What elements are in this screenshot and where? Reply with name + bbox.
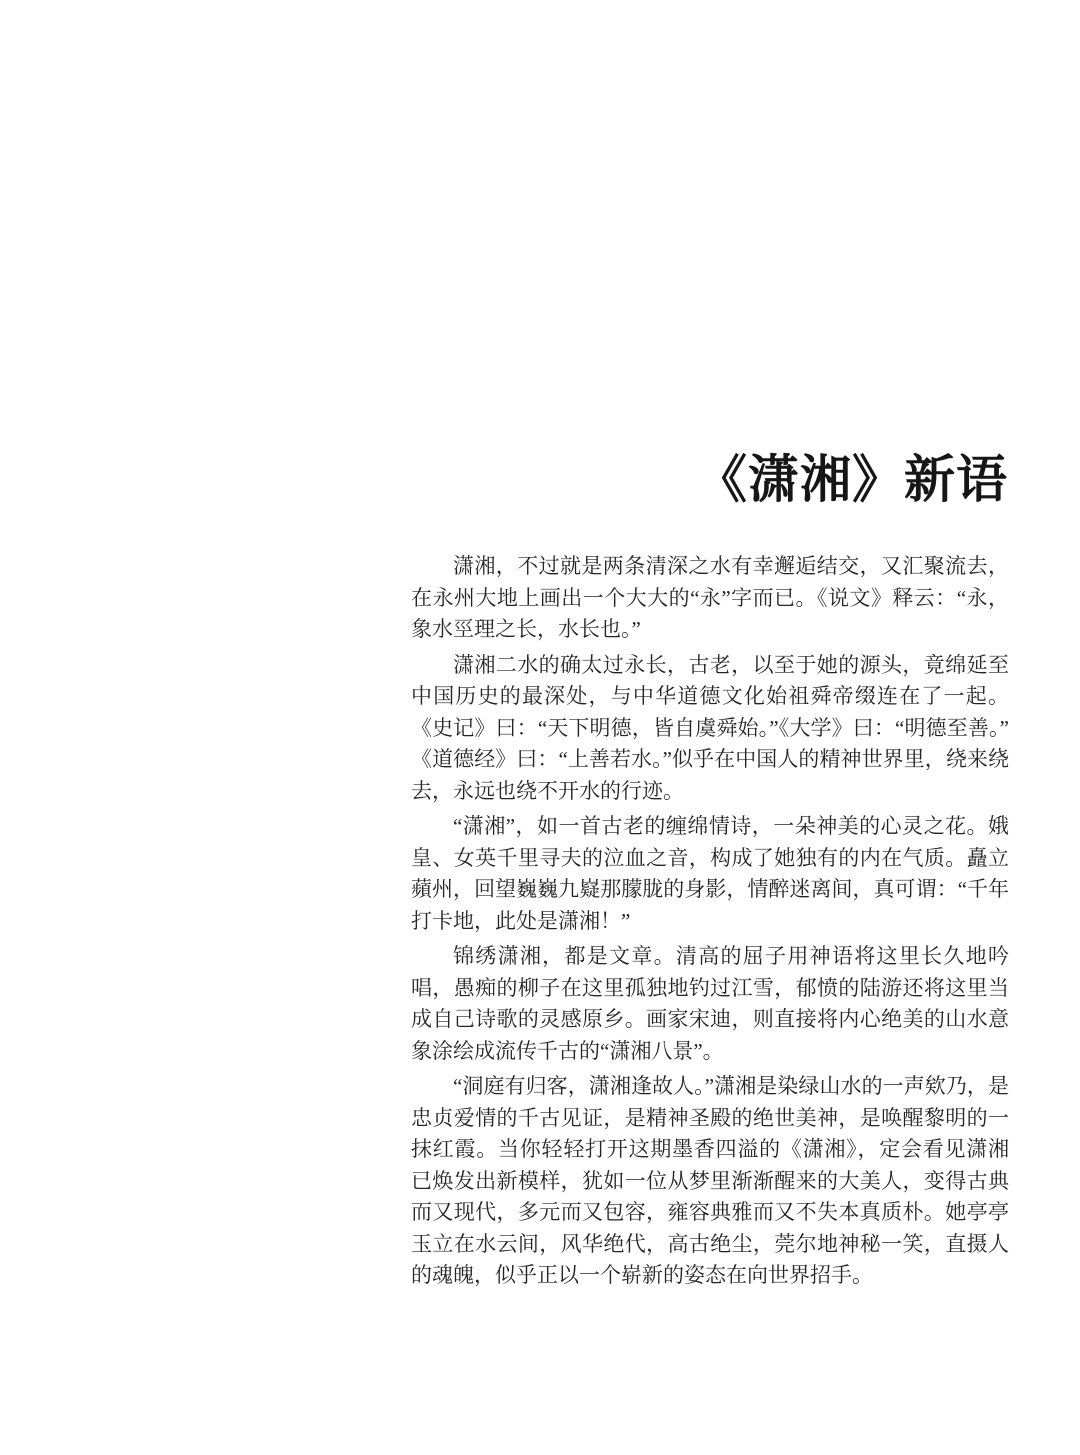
paragraph: 潇湘二水的确太过永长，古老，以至于她的源头，竟绵延至中国历史的最深处，与中华道德文化始祖舜帝缀连在了一起。《史记》曰：“天下明德，皆自虞舜始。”《大学》曰：“明德至善。”《道德经》曰：“上善若水。”似乎在中国人的精神世界里，绕来绕去，永远也绕不开水的行迹。 [411,652,1009,803]
paragraph: 潇湘，不过就是两条清深之水有幸邂逅结交，又汇聚流去，在永州大地上画出一个大大的“永”字而已。《说文》释云：“永，象水巠理之长，水长也。” [411,554,1009,641]
article-body [411,551,1009,1296]
paragraph: “洞庭有归客，潇湘逢故人。”潇湘是染绿山水的一声欸乃，是忠贞爱情的千古见证，是精神圣殿的绝世美神，是唤醒黎明的一抹红霞。当你轻轻打开这期墨香四溢的《潇湘》，定会看见潇湘已焕发出新模样，犹如一位从梦里渐渐醒来的大美人，变得古典而又现代，多元而又包容，雍容典雅而又不失本真质朴。她亭亭玉立在水云间，风华绝代，高古绝尘，莞尔地神秘一笑，直摄人的魂魄，似乎正以一个崭新的姿态在向世界招手。 [411,1074,1009,1287]
article-title: 《潇湘》新语 [695,451,1008,509]
paragraph: “潇湘”，如一首古老的缠绵情诗，一朵神美的心灵之花。娥皇、女英千里寻夫的泣血之音，构成了她独有的内在气质。矗立蘋州，回望巍巍九嶷那朦胧的身影，情醉迷离间，真可谓：“千年打卡地，此处是潇湘！” [411,814,1009,933]
paragraph: 锦绣潇湘，都是文章。清高的屈子用神语将这里长久地吟唱，愚痴的柳子在这里孤独地钓过江雪，郁愤的陆游还将这里当成自己诗歌的灵感原乡。画家宋迪，则直接将内心绝美的山水意象涂绘成流传千古的“潇湘八景”。 [411,944,1009,1063]
